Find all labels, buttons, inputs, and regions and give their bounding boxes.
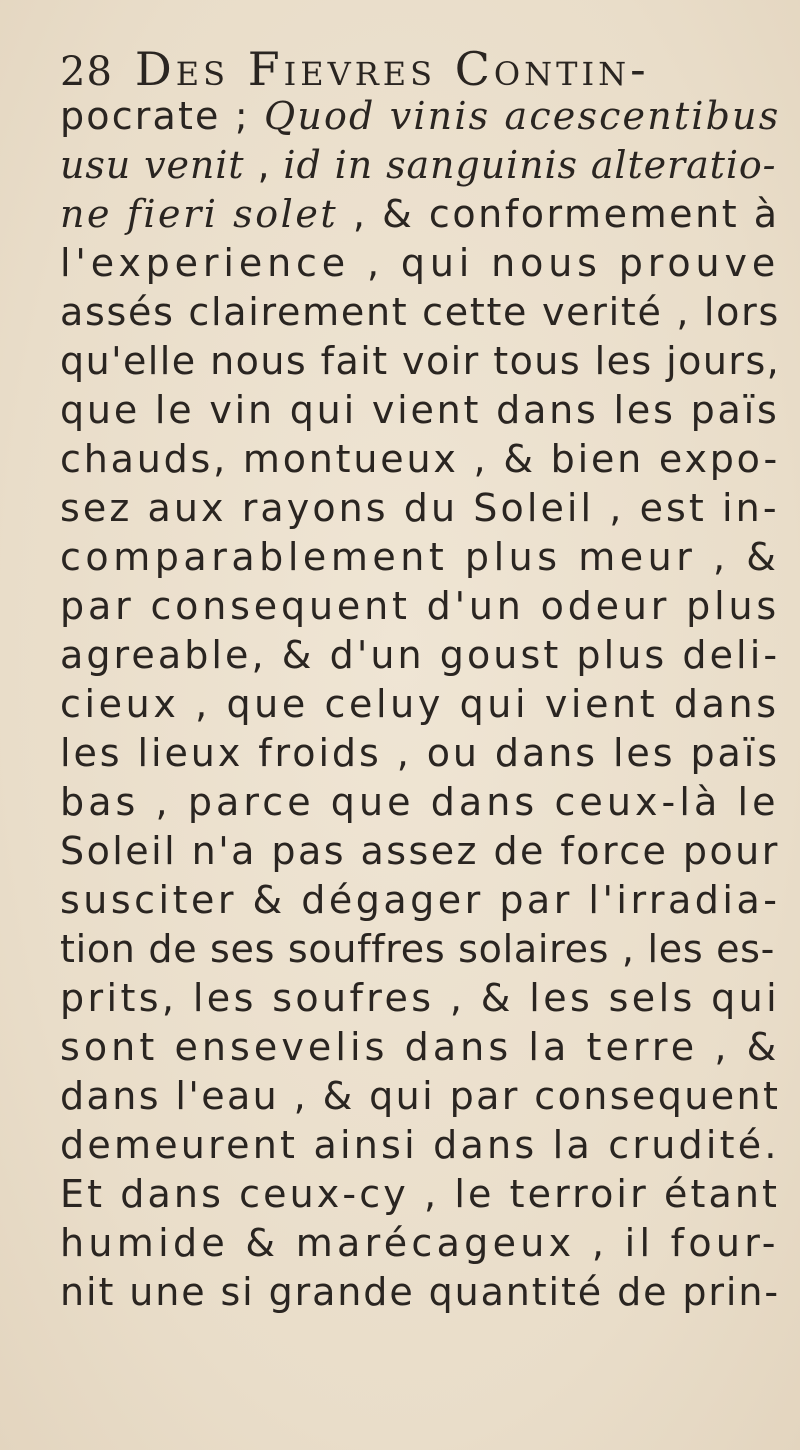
- page-number: 28: [60, 49, 113, 95]
- italic-quote: usu venit: [60, 143, 245, 187]
- text-line: [60, 92, 780, 141]
- text-segment: bas , parce que dans ceux-là le: [60, 780, 780, 824]
- text-segment: dans l'eau , & qui par consequent: [60, 1074, 781, 1118]
- text-segment: cieux , que celuy qui vient dans: [60, 682, 780, 726]
- text-line: [60, 288, 780, 337]
- text-line: [60, 1219, 780, 1268]
- text-segment: qu'elle nous fait voir tous les jours,: [60, 339, 781, 383]
- text-segment: assés clairement cette verité , lors: [60, 290, 780, 334]
- text-line: [60, 729, 780, 778]
- text-segment: , & conformement à: [338, 192, 780, 236]
- text-line: [60, 141, 780, 190]
- text-segment: prits, les soufres , & les sels qui: [60, 976, 781, 1020]
- text-line: [60, 631, 780, 680]
- text-line: [60, 582, 780, 631]
- text-line: [60, 1121, 780, 1170]
- text-segment: chauds, montueux , & bien expo-: [60, 437, 780, 481]
- text-segment: l'experience , qui nous prouve: [60, 241, 781, 285]
- text-segment: Et dans ceux-cy , le terroir étant: [60, 1172, 781, 1216]
- text-segment: les lieux froids , ou dans les païs: [60, 731, 780, 775]
- text-line: [60, 876, 780, 925]
- text-segment: tion de ses souffres solaires , les es-: [60, 927, 776, 971]
- text-segment: agreable, & d'un goust plus deli-: [60, 633, 781, 677]
- text-line: [60, 1023, 780, 1072]
- text-segment: par consequent d'un odeur plus: [60, 584, 781, 628]
- text-line: [60, 680, 780, 729]
- italic-quote: ne fieri solet: [60, 192, 339, 236]
- text-segment: sont ensevelis dans la terre , &: [60, 1025, 781, 1069]
- text-segment: susciter & dégager par l'irradia-: [60, 878, 781, 922]
- text-segment: Soleil n'a pas assez de force pour: [60, 829, 780, 873]
- text-line: [60, 974, 780, 1023]
- running-head: [60, 42, 780, 98]
- text-segment: comparablement plus meur , &: [60, 535, 781, 579]
- text-line: [60, 1268, 780, 1317]
- body-text: [60, 92, 780, 1317]
- text-segment: pocrate ;: [60, 94, 265, 138]
- text-line: [60, 239, 780, 288]
- text-line: [60, 827, 780, 876]
- text-line: [60, 484, 780, 533]
- running-title: Des Fievres Contin-: [134, 42, 650, 96]
- text-line: [60, 1170, 780, 1219]
- text-line: [60, 435, 780, 484]
- text-line: [60, 1072, 780, 1121]
- text-segment: demeurent ainsi dans la crudité.: [60, 1123, 780, 1167]
- text-segment: sez aux rayons du Soleil , est in-: [60, 486, 780, 530]
- text-segment: que le vin qui vient dans les païs: [60, 388, 780, 432]
- text-segment: nit une si grande quantité de prin-: [60, 1270, 780, 1314]
- text-line: [60, 386, 780, 435]
- text-line: [60, 778, 780, 827]
- text-line: [60, 337, 780, 386]
- text-segment: ,: [244, 143, 284, 187]
- italic-quote: id in sanguinis alteratio-: [283, 143, 777, 187]
- text-line: [60, 190, 780, 239]
- italic-quote: Quod vinis acescentibus: [264, 94, 781, 138]
- text-line: [60, 925, 780, 974]
- text-line: [60, 533, 780, 582]
- text-segment: humide & marécageux , il four-: [60, 1221, 780, 1265]
